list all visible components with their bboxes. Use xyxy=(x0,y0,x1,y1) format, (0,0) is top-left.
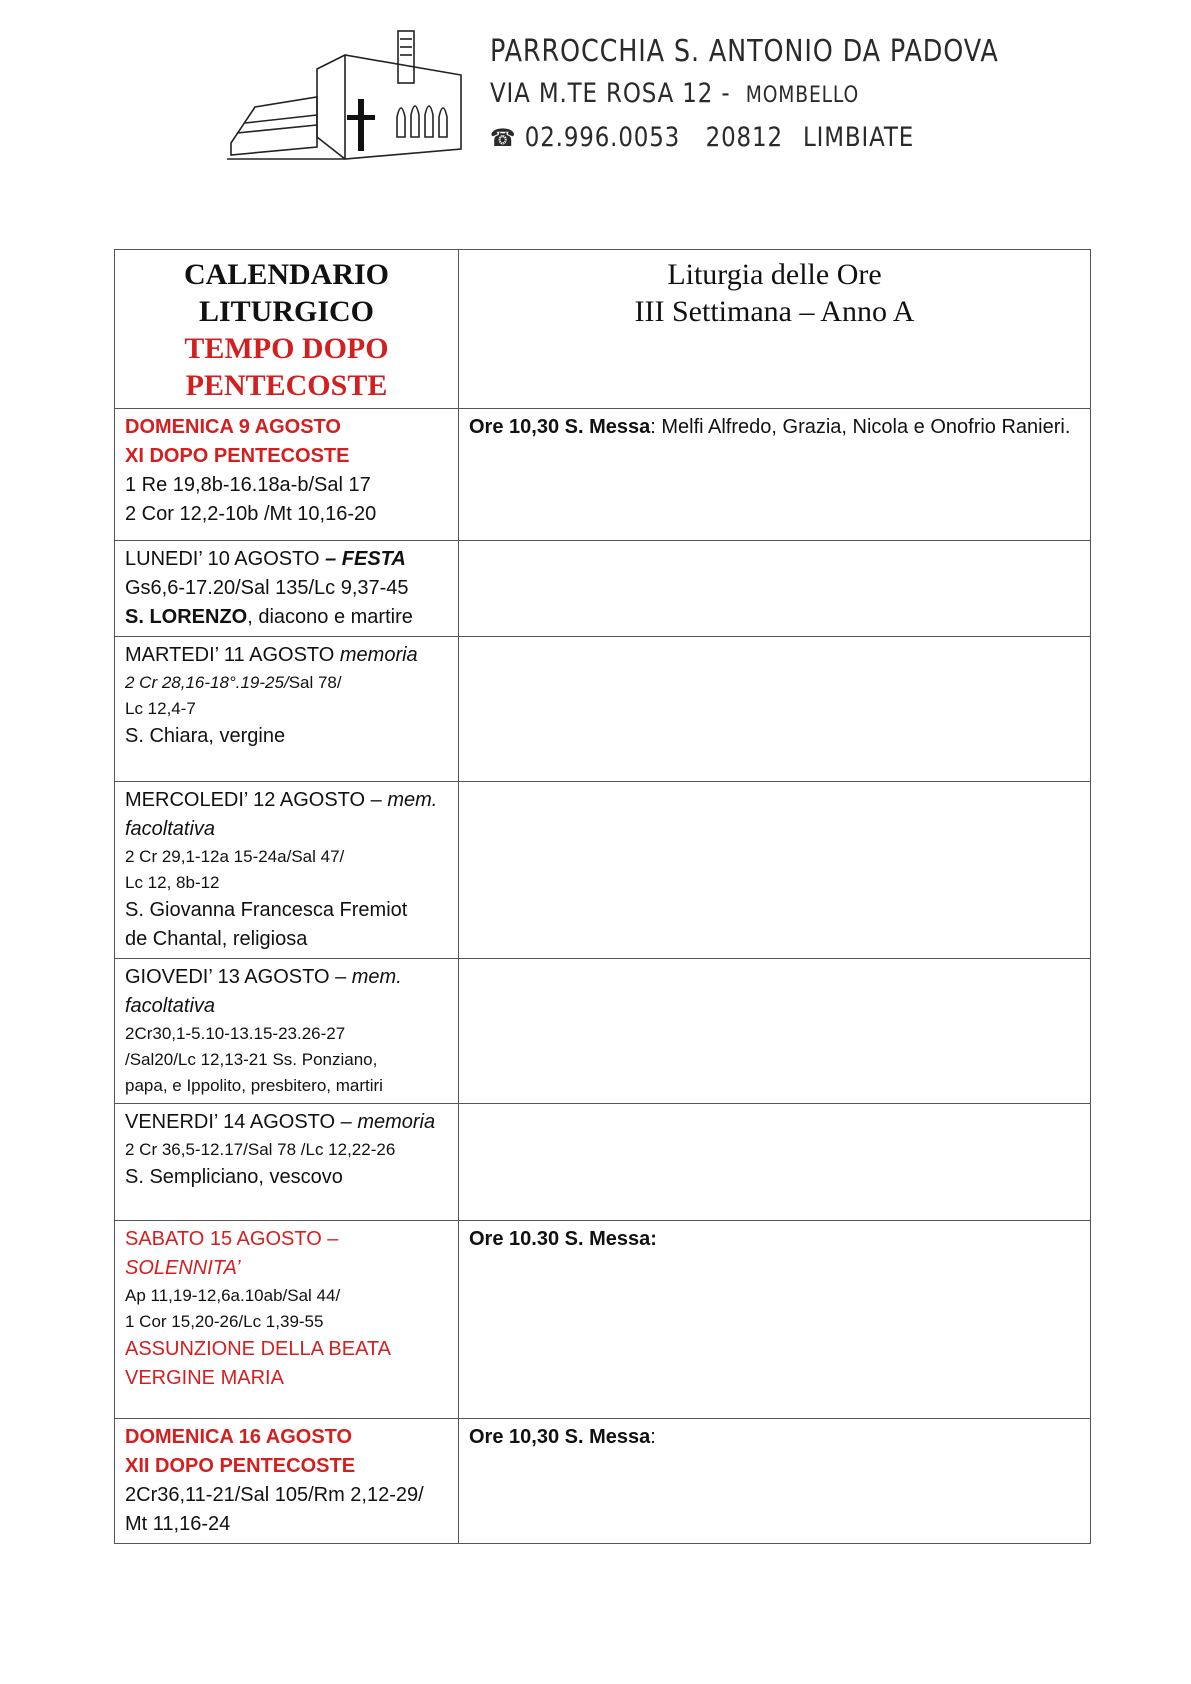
liturgy-hours-title: Liturgia delle Ore xyxy=(667,258,882,291)
mass-cell xyxy=(459,1104,1091,1221)
letterhead-text xyxy=(490,31,1088,159)
calendar-title-line2: LITURGICO xyxy=(198,295,375,328)
day-title: DOMENICA 9 AGOSTO xyxy=(125,416,341,438)
saint-name: S. LORENZO xyxy=(125,606,248,628)
feast-title: memoria xyxy=(339,644,418,666)
feast-title-cont: facoltativa xyxy=(125,818,216,840)
saint-line: ASSUNZIONE DELLA BEATA xyxy=(125,1338,392,1360)
parish-city: LIMBIATE xyxy=(802,122,915,153)
feast-title: XII DOPO PENTECOSTE xyxy=(125,1455,356,1477)
reading-part: 2 Cr 28,16-18°.19-25/ xyxy=(125,673,289,692)
table-row xyxy=(115,782,1091,959)
day-title-line xyxy=(125,641,448,670)
calendar-season-line2: PENTECOSTE xyxy=(185,369,388,402)
feast-title: – FESTA xyxy=(325,548,406,570)
feast-title: memoria xyxy=(357,1111,436,1133)
liturgy-hours-cell xyxy=(459,250,1091,409)
mass-cell xyxy=(459,541,1091,637)
mass-label: Ore 10,30 S. Messa xyxy=(469,1426,651,1448)
saint-line: S. Giovanna Francesca Fremiot xyxy=(125,899,408,921)
day-title: MERCOLEDI’ 12 AGOSTO – xyxy=(125,789,388,811)
reading-line: 2 Cor 12,2-10b /Mt 10,16-20 xyxy=(125,503,377,525)
calendar-season-line1: TEMPO DOPO xyxy=(184,332,389,365)
reading-line: /Sal20/Lc 12,13-21 Ss. Ponziano, xyxy=(125,1050,378,1069)
day-title-line xyxy=(125,1108,448,1137)
table-header-row xyxy=(115,250,1091,409)
mass-cell xyxy=(459,959,1091,1104)
day-title-line xyxy=(125,786,448,815)
saint-line: de Chantal, religiosa xyxy=(125,928,308,950)
saint-line xyxy=(125,603,448,632)
saint-line: S. Chiara, vergine xyxy=(125,725,286,747)
reading-line: Gs6,6-17.20/Sal 135/Lc 9,37-45 xyxy=(125,577,409,599)
saint-line: papa, e Ippolito, presbitero, martiri xyxy=(125,1076,383,1095)
calendar-title-cell xyxy=(115,250,459,409)
mass-intentions: : Melfi Alfredo, Grazia, Nicola e Onofrio Ranieri. xyxy=(650,416,1071,438)
parish-locality: MOMBELLO xyxy=(745,83,860,108)
parish-address xyxy=(490,73,999,117)
table-row xyxy=(115,637,1091,782)
feast-title-cont: facoltativa xyxy=(125,995,216,1017)
mass-cell xyxy=(459,637,1091,782)
day-title: MARTEDI’ 11 AGOSTO xyxy=(125,644,340,666)
feast-title: mem. xyxy=(387,789,438,811)
liturgy-week-year: III Settimana – Anno A xyxy=(634,295,915,328)
parish-contact xyxy=(490,117,999,159)
day-title: SABATO 15 AGOSTO – xyxy=(125,1228,339,1250)
mass-cell xyxy=(459,1221,1091,1419)
reading-line: Lc 12,4-7 xyxy=(125,699,196,718)
table-row xyxy=(115,959,1091,1104)
table-row xyxy=(115,1221,1091,1419)
mass-intentions: : xyxy=(650,1426,656,1448)
saint-line: VERGINE MARIA xyxy=(125,1367,284,1389)
reading-line: 1 Cor 15,20-26/Lc 1,39-55 xyxy=(125,1312,324,1331)
reading-line: 1 Re 19,8b-16.18a-b/Sal 17 xyxy=(125,474,371,496)
feast-title: mem. xyxy=(351,966,402,988)
day-cell xyxy=(115,959,459,1104)
table-row xyxy=(115,1104,1091,1221)
mass-cell xyxy=(459,782,1091,959)
parish-phone: 02.996.0053 xyxy=(524,122,681,153)
reading-line xyxy=(125,670,448,696)
day-cell xyxy=(115,409,459,541)
reading-line: 2 Cr 29,1-12a 15-24a/Sal 47/ xyxy=(125,847,345,866)
reading-part: Sal 78/ xyxy=(288,673,342,692)
reading-line: 2 Cr 36,5-12.17/Sal 78 /Lc 12,22-26 xyxy=(125,1140,396,1159)
reading-line: 2Cr30,1-5.10-13.15-23.26-27 xyxy=(125,1024,346,1043)
mass-label: Ore 10.30 S. Messa: xyxy=(469,1228,657,1250)
calendar-title-line1: CALENDARIO xyxy=(183,258,390,291)
day-title: GIOVEDI’ 13 AGOSTO – xyxy=(125,966,352,988)
day-title: LUNEDI’ 10 AGOSTO xyxy=(125,548,326,570)
liturgical-calendar-table xyxy=(114,249,1091,1544)
mass-cell xyxy=(459,409,1091,541)
mass-cell xyxy=(459,1419,1091,1544)
day-title: DOMENICA 16 AGOSTO xyxy=(125,1426,353,1448)
reading-line: 2Cr36,11-21/Sal 105/Rm 2,12-29/ xyxy=(125,1484,424,1506)
church-logo-icon xyxy=(225,25,475,165)
saint-line: S. Sempliciano, vescovo xyxy=(125,1166,343,1188)
phone-icon: ☎ xyxy=(490,124,517,152)
feast-title: SOLENNITA’ xyxy=(125,1257,241,1279)
day-cell xyxy=(115,782,459,959)
day-cell xyxy=(115,541,459,637)
day-title-line xyxy=(125,963,448,992)
parish-name: PARROCCHIA S. ANTONIO DA PADOVA xyxy=(490,34,999,69)
table-row xyxy=(115,541,1091,637)
parish-cap: 20812 xyxy=(705,122,783,153)
day-title-line xyxy=(125,545,448,574)
table-row xyxy=(115,1419,1091,1544)
reading-line: Ap 11,19-12,6a.10ab/Sal 44/ xyxy=(125,1286,341,1305)
reading-line: Lc 12, 8b-12 xyxy=(125,873,220,892)
day-cell xyxy=(115,1104,459,1221)
reading-line: Mt 11,16-24 xyxy=(125,1513,231,1535)
day-cell xyxy=(115,1221,459,1419)
parish-street: VIA M.TE ROSA 12 - xyxy=(490,78,731,109)
letterhead xyxy=(225,25,999,175)
day-cell xyxy=(115,1419,459,1544)
day-title: VENERDI’ 14 AGOSTO – xyxy=(125,1111,358,1133)
table-row xyxy=(115,409,1091,541)
mass-label: Ore 10,30 S. Messa xyxy=(469,416,651,438)
day-cell xyxy=(115,637,459,782)
saint-title: , diacono e martire xyxy=(247,606,413,628)
feast-title: XI DOPO PENTECOSTE xyxy=(125,445,350,467)
